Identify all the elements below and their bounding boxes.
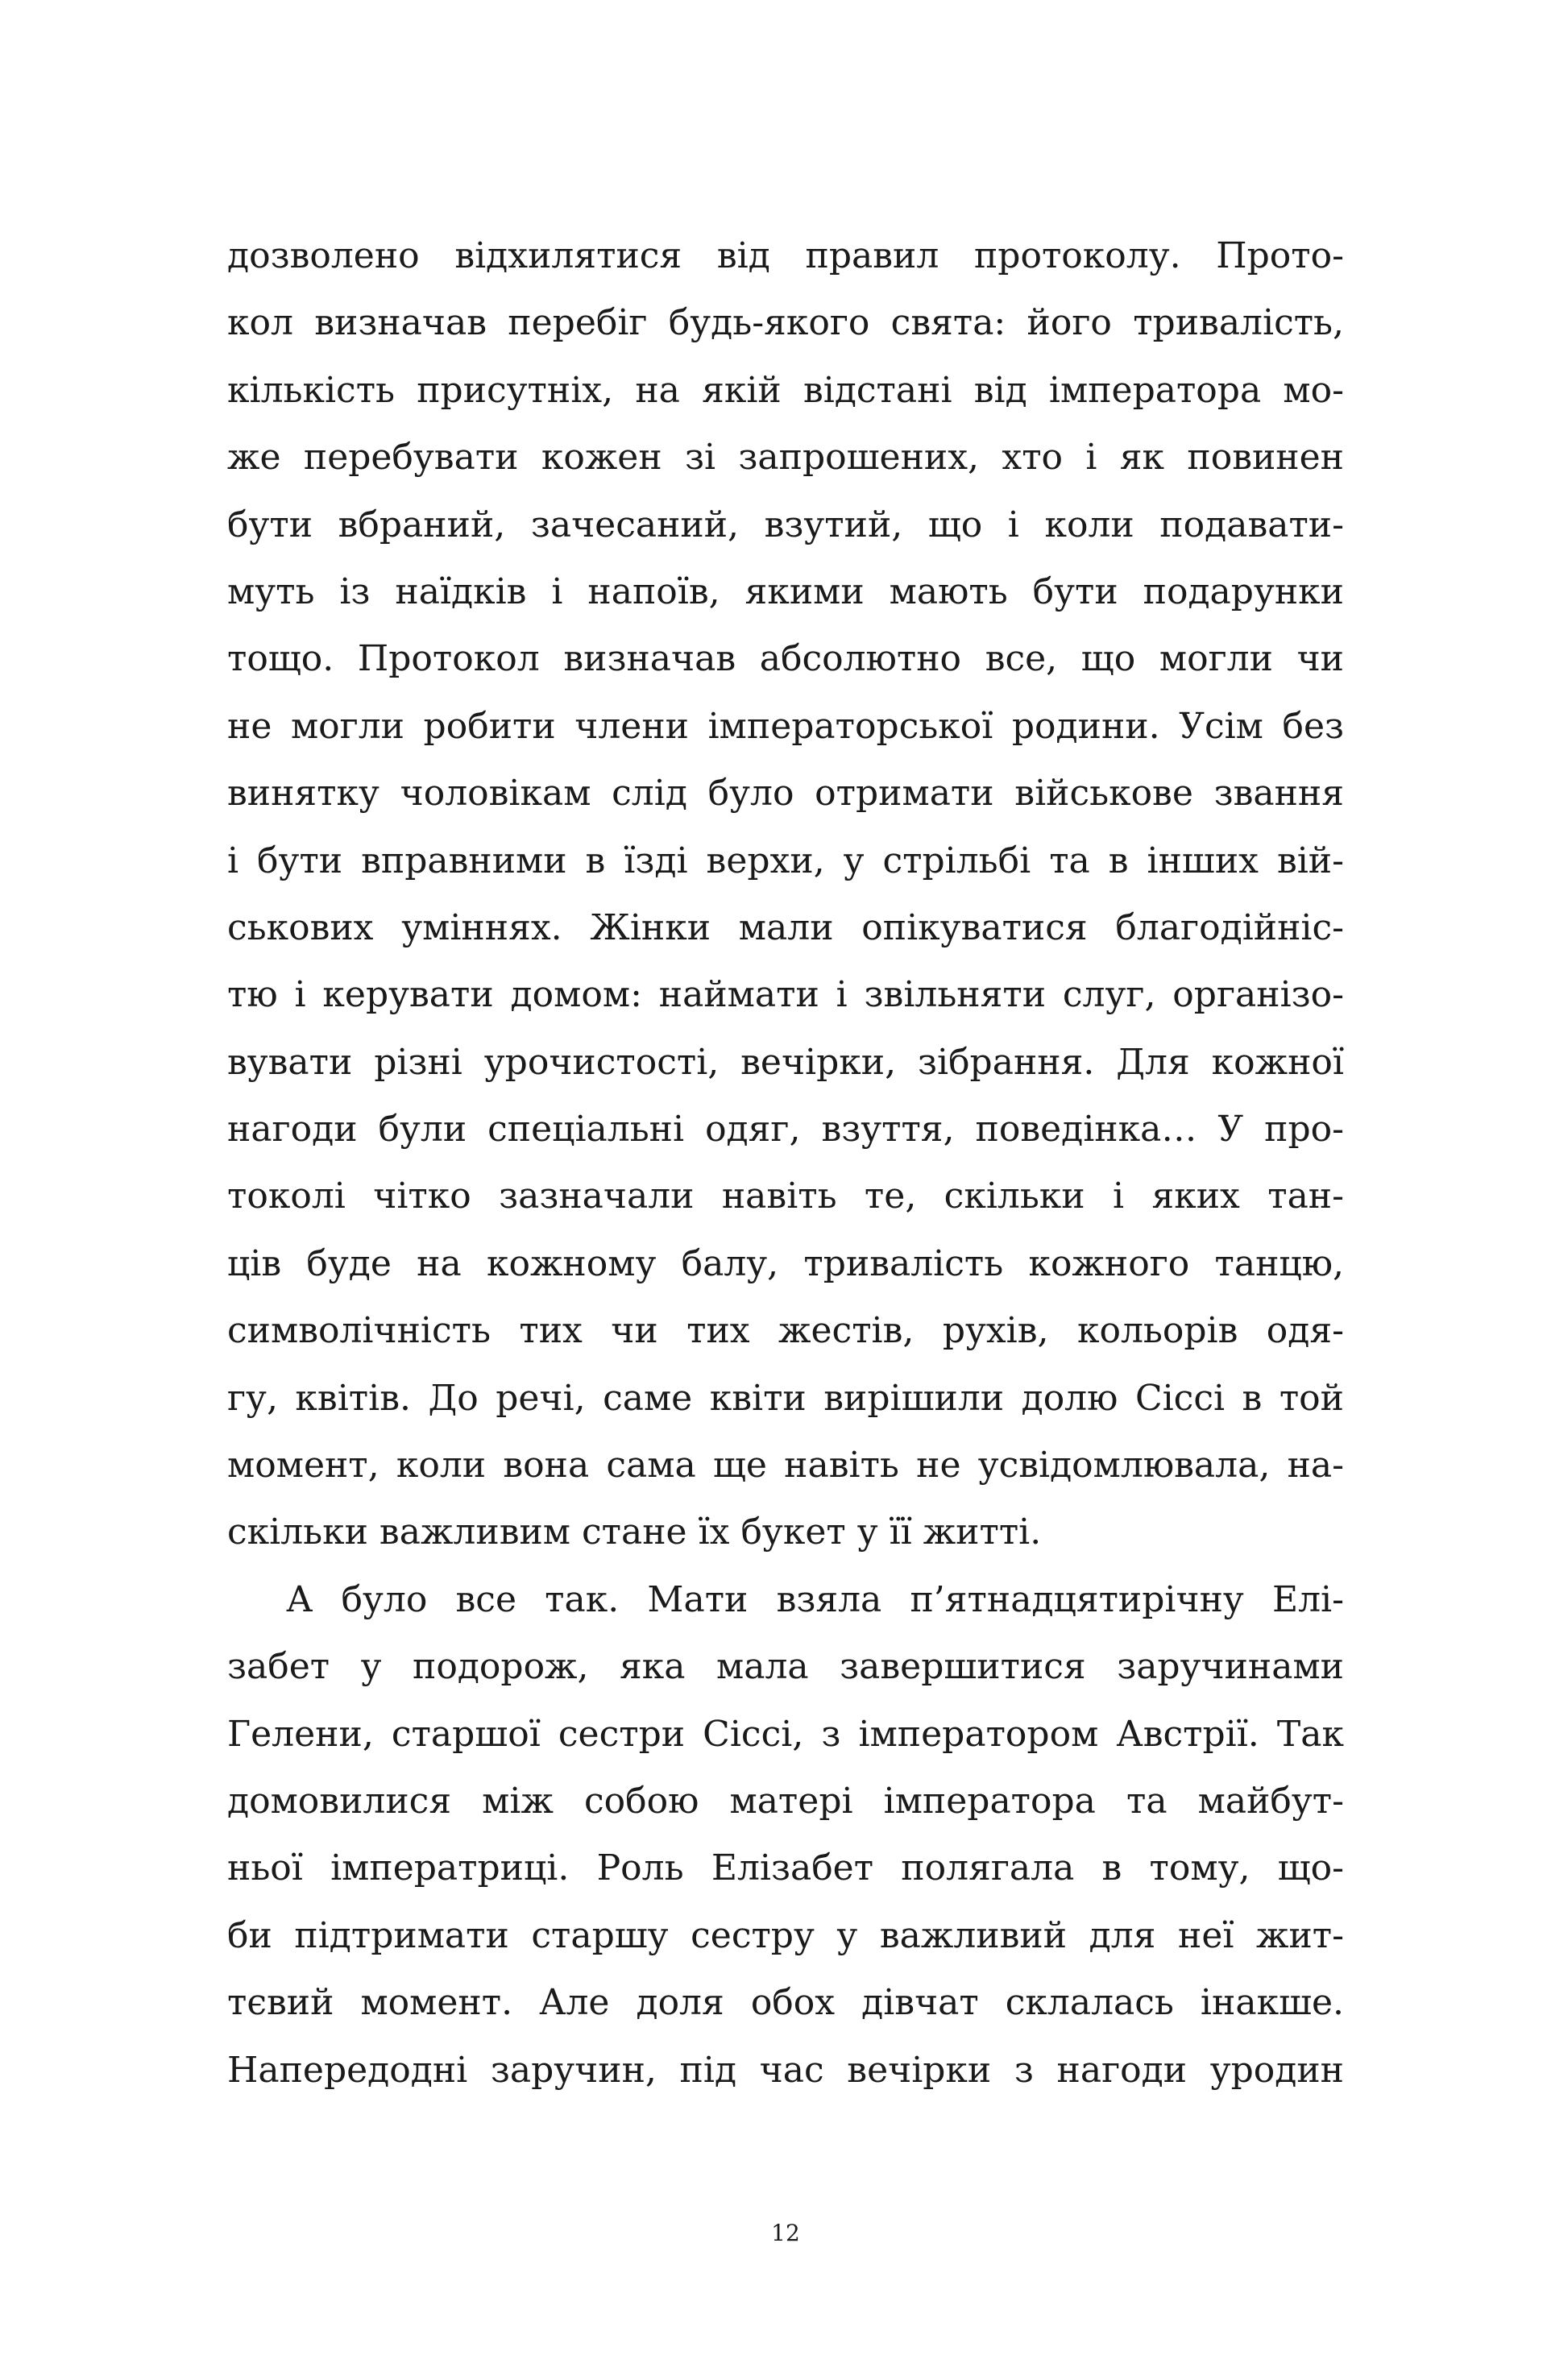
text-line: кількість присутніх, на якій відстані від імператора мо- bbox=[227, 369, 1344, 411]
text-line: токолі чітко зазначали навіть те, скільки і яких тан- bbox=[227, 1175, 1344, 1217]
paragraph-2 bbox=[227, 1566, 1344, 2104]
text-line: Напередодні заручин, під час вечірки з нагоди уродин bbox=[227, 2049, 1344, 2091]
text-line: дозволено відхилятися від правил протоколу. Прото- bbox=[227, 235, 1344, 276]
text-line: же перебувати кожен зі запрошених, хто і як повинен bbox=[227, 437, 1344, 479]
text-line: домовилися між собою матері імператора та майбут- bbox=[227, 1780, 1344, 1822]
text-line: тю і керувати домом: наймати і звільняти слуг, організо- bbox=[227, 974, 1344, 1016]
text-line: момент, коли вона сама ще навіть не усвідомлювала, на- bbox=[227, 1445, 1344, 1486]
paragraph-1 bbox=[227, 222, 1344, 1566]
text-line-paragraph-end: скільки важливим стане їх букет у її житті. bbox=[227, 1511, 1042, 1553]
text-line: ців буде на кожному балу, тривалість кожного танцю, bbox=[227, 1242, 1344, 1284]
text-line: тощо. Протокол визначав абсолютно все, що могли чи bbox=[227, 638, 1344, 680]
text-line: ськових уміннях. Жінки мали опікуватися благодійніс- bbox=[227, 906, 1344, 948]
text-line: ньої імператриці. Роль Елізабет полягала в тому, що- bbox=[227, 1847, 1344, 1889]
text-line: гу, квітів. До речі, саме квіти вирішили долю Сіссі в той bbox=[227, 1377, 1344, 1419]
text-line: кол визначав перебіг будь-якого свята: його тривалість, bbox=[227, 302, 1344, 344]
text-line: не могли робити члени імператорської родини. Усім без bbox=[227, 705, 1344, 747]
text-line: тєвий момент. Але доля обох дівчат склалась інакше. bbox=[227, 1982, 1344, 2024]
text-line: Гелени, старшої сестри Сіссі, з імператором Австрії. Так bbox=[227, 1713, 1344, 1755]
text-line: забет у подорож, яка мала завершитися заручинами bbox=[227, 1646, 1344, 1688]
text-line: нагоди були спеціальні одяг, взуття, поведінка… У про- bbox=[227, 1109, 1344, 1151]
text-line: бути вбраний, зачесаний, взутий, що і коли подавати- bbox=[227, 504, 1344, 545]
text-line: і бути вправними в їзді верхи, у стрільбі та в інших вій- bbox=[227, 840, 1344, 881]
text-line: символічність тих чи тих жестів, рухів, кольорів одя- bbox=[227, 1310, 1344, 1352]
body-text bbox=[227, 222, 1344, 2104]
text-line: вувати різні урочистості, вечірки, зібрання. Для кожної bbox=[227, 1041, 1344, 1083]
text-line: винятку чоловікам слід було отримати військове звання bbox=[227, 773, 1344, 815]
text-line: муть із наїдків і напоїв, якими мають бути подарунки bbox=[227, 570, 1344, 612]
text-line: би підтримати старшу сестру у важливий для неї жит- bbox=[227, 1914, 1344, 1956]
text-line-indented: А було все так. Мати взяла п’ятнадцятирічну Елі- bbox=[286, 1578, 1344, 1620]
page-number: 12 bbox=[771, 2220, 800, 2246]
